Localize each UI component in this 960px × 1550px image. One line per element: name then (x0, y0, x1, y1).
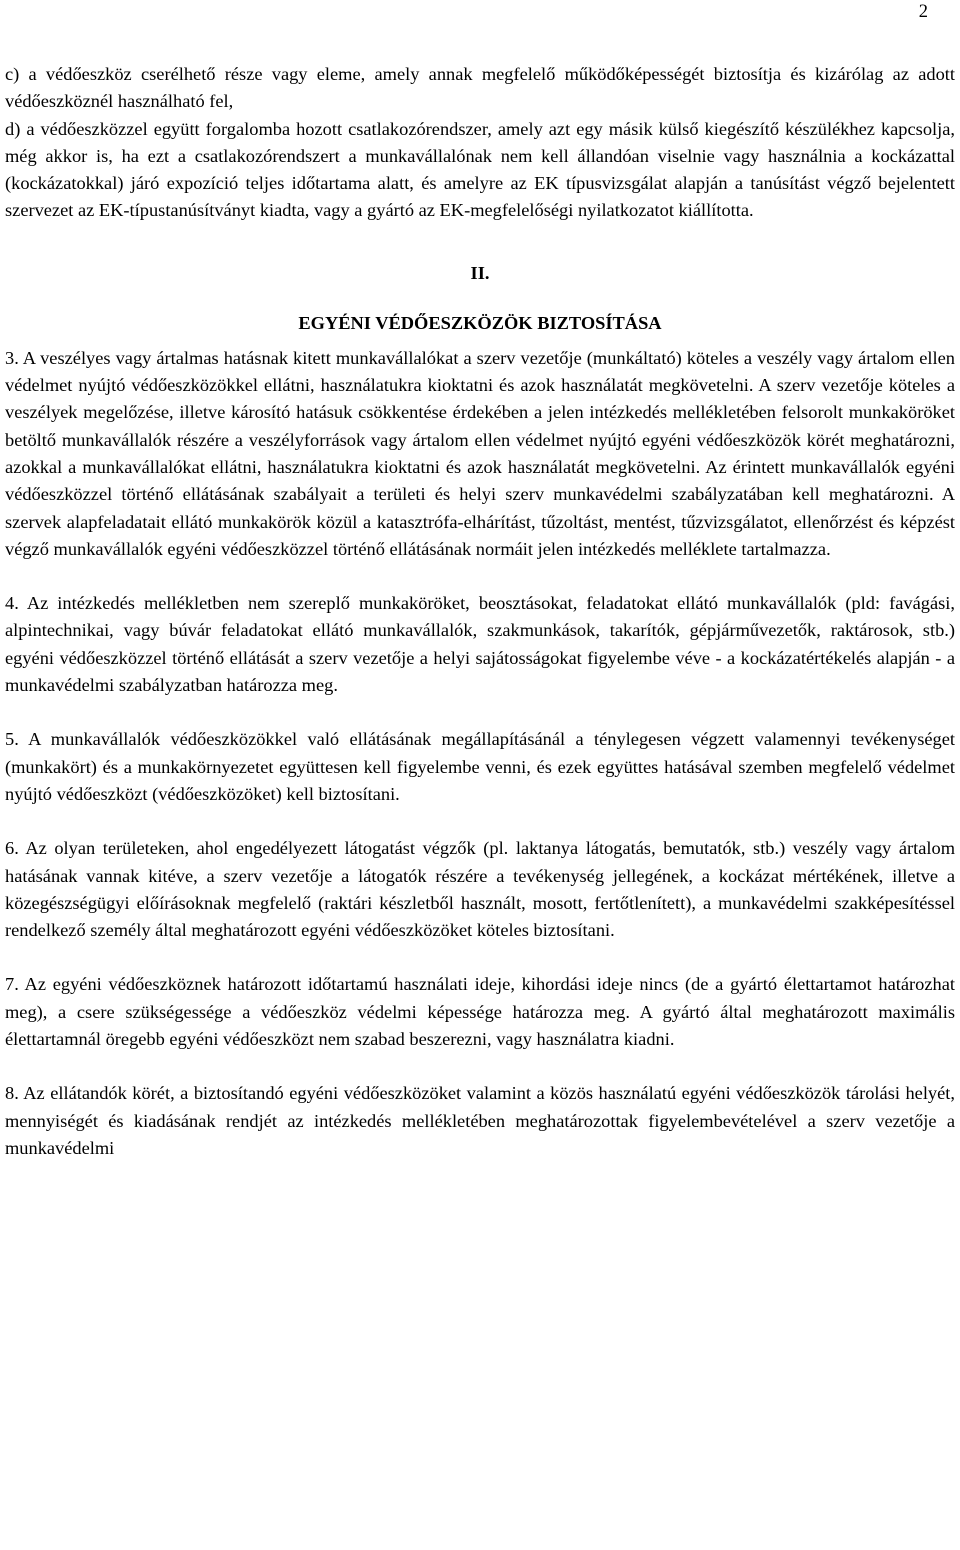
list-item-c: c) a védőeszköz cserélhető része vagy eleme, amely annak megfelelő működőképességét biztosítja és kizárólag az adott védőeszköznél használható fel, (5, 64, 955, 112)
section-number: II. (470, 262, 490, 283)
list-item-d: d) a védőeszközzel együtt forgalomba hozott csatlakozórendszer, amely azt egy másik külső kiegészítő készülékhez kapcsolja, még akkor is, ha ezt a csatlakozórendszert a munkavállalónak nem kell állandóan viselnie vagy használnia a kockázattal (kockázatokkal) járó expozíció teljes időtartama alatt, és amelyre az EK típusvizsgálat alapján a tanúsítást végző bejelentett szervezet az EK-típustanúsítványt kiadta, vagy a gyártó az EK-megfelelőségi nyilatkozatot kiállította. (5, 118, 955, 221)
intro-list (5, 61, 955, 225)
paragraph-4: 4. Az intézkedés mellékletben nem szereplő munkaköröket, beosztásokat, feladatokat ellátó munkavállalók (pld: favágási, alpintechnikai, vagy búvár feladatokat ellátó munkavállalók, szakmunkások, takarítók, gépjárművezetők, raktárosok, stb.) egyéni védőeszközzel történő ellátását a szerv vezetője a helyi sajátosságokat figyelembe véve - a kockázatértékelés alapján - a munkavédelmi szabályzatban határozza meg. (5, 593, 955, 696)
paragraph-3: 3. A veszélyes vagy ártalmas hatásnak kitett munkavállalókat a szerv vezetője (munkáltató) köteles a veszély vagy ártalom ellen védelmet nyújtó védőeszközökkel ellátni, használatukra kioktatni és azok használatát megkövetelni. A szerv vezetője köteles a veszélyek megelőzése, illetve károsító hatásuk csökkentése érdekében a jelen intézkedés mellékletében felsorolt munkaköröket betöltő munkavállalók részére a veszélyforrások vagy ártalom ellen védelmet nyújtó egyéni védőeszközök körét meghatározni, azokkal a munkavállalókat ellátni, használatukra kioktatni és azok használatát megkövetelni. Az érintett munkavállalók egyéni védőeszközzel történő ellátásának szabályait a területi és helyi szerv munkavédelmi szabályzatában kell meghatározni. A szervek alapfeladatait ellátó munkakörök közül a katasztrófa-elhárítást, tűzoltást, mentést, tűzvizsgálatot, ellenőrzést és képzést végző munkavállalók egyéni védőeszközzel történő ellátásának normáit jelen intézkedés melléklete tartalmazza. (5, 347, 955, 559)
paragraph-8: 8. Az ellátandók körét, a biztosítandó egyéni védőeszközöket valamint a közös használatú egyéni védőeszközök tárolási helyét, mennyiségét és kiadásának rendjét az intézkedés mellékletében meghatározottak figyelembevételével a szerv vezetője a munkavédelmi (5, 1083, 955, 1158)
paragraph-7: 7. Az egyéni védőeszköznek határozott időtartamú használati ideje, kihordási ideje nincs (de a gyártó élettartamot határozhat meg), a csere szükségessége a védőeszköz védelmi képessége határozza meg. A gyártó által meghatározott maximális élettartamnál öregebb egyéni védőeszközt nem szabad beszerezni, vagy használatra kiadni. (5, 974, 955, 1050)
document-body (5, 61, 955, 1162)
paragraph-5: 5. A munkavállalók védőeszközökkel való ellátásának megállapításánál a ténylegesen végzett valamennyi tevékenységet (munkakört) és a munkakörnyezetet együttesen kell figyelembe venni, és ezek együttes hatásával szemben megfelelő védelmet nyújtó védőeszközt (védőeszközöket) kell biztosítani. (5, 729, 955, 804)
section-title: EGYÉNI VÉDŐESZKÖZÖK BIZTOSÍTÁSA (298, 312, 662, 333)
page-number: 2 (918, 2, 928, 22)
paragraph-6: 6. Az olyan területeken, ahol engedélyezett látogatást végzők (pl. laktanya látogatás, bemutatók, stb.) veszély vagy ártalom hatásának vannak kitéve, a szerv vezetője a látogatók részére a tevékenység jellegének, a kockázat mértékének, illetve a közegészségügyi előírásoknak megfelelő (raktári készletből használt, mosott, fertőtlenített), a munkavédelmi szakképesítéssel rendelkező személy által meghatározott egyéni védőeszközöket köteles biztosítani. (5, 838, 955, 941)
